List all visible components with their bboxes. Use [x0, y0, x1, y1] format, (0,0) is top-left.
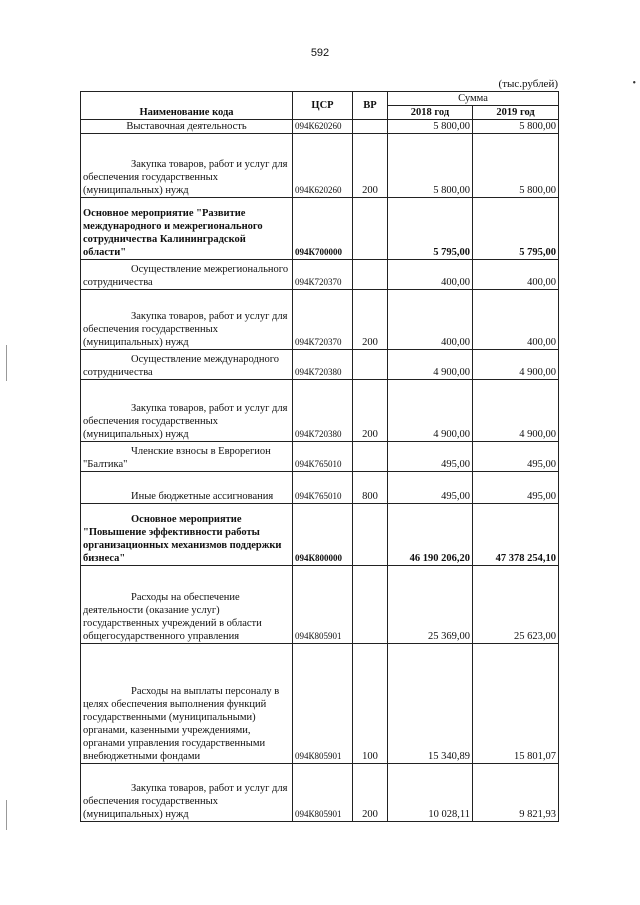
- row-amount-2019: 47 378 254,10: [473, 504, 559, 566]
- row-amount-2019: 400,00: [473, 260, 559, 290]
- row-vr: 100: [353, 644, 388, 764]
- row-amount-2018: 46 190 206,20: [388, 504, 473, 566]
- table-row: [81, 472, 559, 504]
- header-sum: Сумма: [388, 92, 559, 106]
- row-name: Основное мероприятие "Повышение эффективности работы организационных механизмов поддержки бизнеса": [81, 504, 293, 566]
- row-vr: [353, 504, 388, 566]
- row-amount-2019: 5 800,00: [473, 134, 559, 198]
- row-name: Осуществление международного сотрудничества: [81, 350, 293, 380]
- row-csr: 094К765010: [293, 442, 353, 472]
- row-amount-2018: 5 800,00: [388, 134, 473, 198]
- row-csr: 094К765010: [293, 472, 353, 504]
- row-csr: 094К720380: [293, 350, 353, 380]
- header-name: Наименование кода: [81, 92, 293, 120]
- row-csr: 094К620260: [293, 134, 353, 198]
- row-csr: 094К720380: [293, 380, 353, 442]
- row-vr: [353, 260, 388, 290]
- row-amount-2018: 4 900,00: [388, 350, 473, 380]
- row-name: Расходы на обеспечение деятельности (оказание услуг) государственных учреждений в области общегосударственного управления: [81, 566, 293, 644]
- row-amount-2019: 495,00: [473, 472, 559, 504]
- table-row: [81, 290, 559, 350]
- row-amount-2018: 5 795,00: [388, 198, 473, 260]
- row-name: Осуществление межрегионального сотрудничества: [81, 260, 293, 290]
- row-name: Закупка товаров, работ и услуг для обеспечения государственных (муниципальных) нужд: [81, 380, 293, 442]
- table-row: [81, 504, 559, 566]
- row-vr: 200: [353, 134, 388, 198]
- row-vr: [353, 566, 388, 644]
- row-csr: 094К805901: [293, 644, 353, 764]
- header-year-2018: 2018 год: [388, 106, 473, 120]
- table-row: [81, 442, 559, 472]
- row-amount-2019: 15 801,07: [473, 644, 559, 764]
- row-amount-2018: 10 028,11: [388, 764, 473, 822]
- table-row: [81, 644, 559, 764]
- row-vr: 800: [353, 472, 388, 504]
- row-vr: 200: [353, 380, 388, 442]
- row-amount-2019: 25 623,00: [473, 566, 559, 644]
- row-amount-2019: 5 795,00: [473, 198, 559, 260]
- row-amount-2019: 495,00: [473, 442, 559, 472]
- row-csr: 094К700000: [293, 198, 353, 260]
- table-row: [81, 260, 559, 290]
- row-csr: 094К720370: [293, 290, 353, 350]
- row-name: Закупка товаров, работ и услуг для обеспечения государственных (муниципальных) нужд: [81, 134, 293, 198]
- row-name: Выставочная деятельность: [81, 120, 293, 134]
- row-amount-2018: 495,00: [388, 442, 473, 472]
- row-amount-2019: 400,00: [473, 290, 559, 350]
- row-csr: 094К805901: [293, 566, 353, 644]
- table-row: [81, 198, 559, 260]
- row-amount-2018: 5 800,00: [388, 120, 473, 134]
- row-csr: 094К805901: [293, 764, 353, 822]
- row-amount-2018: 495,00: [388, 472, 473, 504]
- budget-table: [80, 91, 559, 822]
- row-amount-2018: 400,00: [388, 290, 473, 350]
- row-amount-2019: 4 900,00: [473, 380, 559, 442]
- table-row: [81, 350, 559, 380]
- table-row: [81, 120, 559, 134]
- row-name: Закупка товаров, работ и услуг для обеспечения государственных (муниципальных) нужд: [81, 290, 293, 350]
- row-amount-2018: 4 900,00: [388, 380, 473, 442]
- row-name: Членские взносы в Еврорегион "Балтика": [81, 442, 293, 472]
- row-csr: 094К620260: [293, 120, 353, 134]
- row-vr: [353, 120, 388, 134]
- row-amount-2018: 15 340,89: [388, 644, 473, 764]
- header-csr: ЦСР: [293, 92, 353, 120]
- row-name: Расходы на выплаты персоналу в целях обеспечения выполнения функций государственными (муниципальными) органами, казенными учреждениями, органами управления государственными внебюджетными фондами: [81, 644, 293, 764]
- margin-mark: •: [632, 78, 636, 89]
- units-label: (тыс.рублей): [498, 78, 558, 90]
- table-row: [81, 566, 559, 644]
- row-csr: 094К720370: [293, 260, 353, 290]
- table-row: [81, 764, 559, 822]
- row-vr: [353, 350, 388, 380]
- row-name: Закупка товаров, работ и услуг для обеспечения государственных (муниципальных) нужд: [81, 764, 293, 822]
- row-name: Основное мероприятие "Развитие международного и межрегионального сотрудничества Калининградской области": [81, 198, 293, 260]
- table-row: [81, 134, 559, 198]
- row-amount-2018: 25 369,00: [388, 566, 473, 644]
- table-row: [81, 380, 559, 442]
- row-vr: 200: [353, 764, 388, 822]
- page-number: 592: [310, 47, 330, 59]
- row-amount-2019: 5 800,00: [473, 120, 559, 134]
- row-vr: [353, 198, 388, 260]
- row-vr: 200: [353, 290, 388, 350]
- header-year-2019: 2019 год: [473, 106, 559, 120]
- margin-mark: [6, 345, 7, 381]
- row-csr: 094К800000: [293, 504, 353, 566]
- margin-mark: [6, 800, 7, 830]
- row-amount-2018: 400,00: [388, 260, 473, 290]
- row-vr: [353, 442, 388, 472]
- row-name: Иные бюджетные ассигнования: [81, 472, 293, 504]
- row-amount-2019: 4 900,00: [473, 350, 559, 380]
- header-vr: ВР: [353, 92, 388, 120]
- row-amount-2019: 9 821,93: [473, 764, 559, 822]
